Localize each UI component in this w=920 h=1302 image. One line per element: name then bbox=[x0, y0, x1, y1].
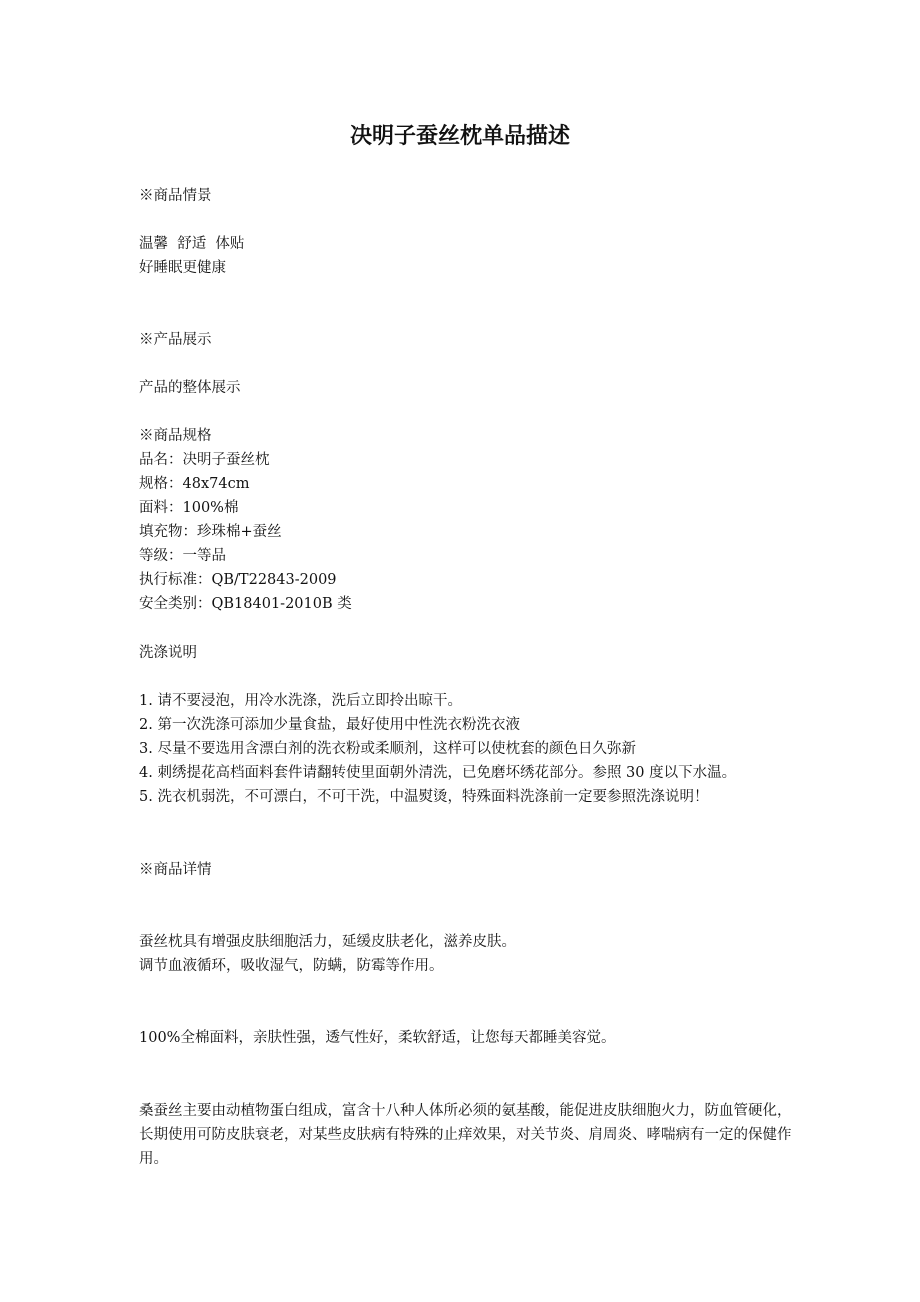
scene-line-1: 温馨 舒适 体贴 bbox=[139, 236, 245, 252]
washing-item-1: 1. 请不要浸泡，用冷水洗涤，洗后立即拎出晾干。 bbox=[139, 693, 462, 709]
washing-item-5: 5. 洗衣机弱洗，不可漂白，不可干洗，中温熨烫，特殊面料洗涤前一定要参照洗涤说明！ bbox=[139, 789, 709, 805]
washing-heading: 洗涤说明 bbox=[139, 645, 197, 661]
spec-item-fabric: 面料：100%棉 bbox=[139, 500, 239, 516]
washing-item-4: 4. 刺绣提花高档面料套件请翻转使里面朝外清洗，已免磨坏绣花部分。参照 30 度以下水温。 bbox=[139, 765, 737, 781]
details-paragraph-3: 桑蚕丝主要由动植物蛋白组成，富含十八种人体所必须的氨基酸，能促进皮肤细胞火力，防血管硬化，长期使用可防皮肤衰老，对某些皮肤病有特殊的止痒效果，对关节炎、肩周炎、哮喘病有一定的保健作用。 bbox=[139, 1103, 792, 1167]
spec-item-grade: 等级：一等品 bbox=[139, 548, 226, 564]
spec-item-size: 规格：48x74cm bbox=[139, 476, 250, 492]
specs-heading: ※商品规格 bbox=[139, 428, 212, 444]
page-title: 决明子蚕丝枕单品描述 bbox=[349, 123, 570, 149]
details-paragraph-1-line-2: 调节血液循环，吸收湿气，防螨，防霉等作用。 bbox=[139, 958, 444, 974]
washing-item-3: 3. 尽量不要选用含漂白剂的洗衣粉或柔顺剂，这样可以使枕套的颜色日久弥新 bbox=[139, 741, 636, 757]
details-paragraph-1-line-1: 蚕丝枕具有增强皮肤细胞活力，延缓皮肤老化，滋养皮肤。 bbox=[139, 934, 516, 950]
scene-heading: ※商品情景 bbox=[139, 188, 212, 204]
display-heading: ※产品展示 bbox=[139, 332, 212, 348]
details-heading: ※商品详情 bbox=[139, 862, 212, 878]
washing-item-2: 2. 第一次洗涤可添加少量食盐，最好使用中性洗衣粉洗衣液 bbox=[139, 717, 520, 733]
details-paragraph-2: 100%全棉面料，亲肤性强，透气性好，柔软舒适，让您每天都睡美容觉。 bbox=[139, 1030, 616, 1046]
display-text: 产品的整体展示 bbox=[139, 380, 241, 396]
spec-item-safety: 安全类别：QB18401-2010B 类 bbox=[139, 596, 352, 612]
spec-item-standard: 执行标准：QB/T22843-2009 bbox=[139, 572, 337, 588]
scene-line-2: 好睡眠更健康 bbox=[139, 260, 226, 276]
spec-item-name: 品名：决明子蚕丝枕 bbox=[139, 452, 270, 468]
spec-item-filling: 填充物：珍珠棉+蚕丝 bbox=[139, 524, 282, 540]
